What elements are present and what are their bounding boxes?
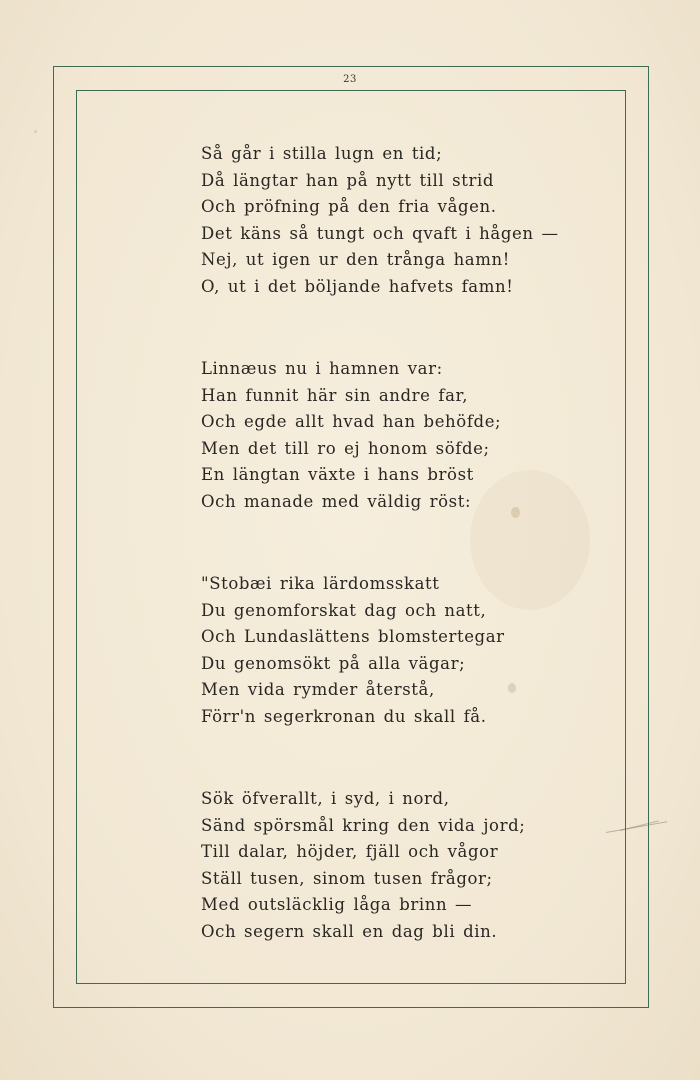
poem-text xyxy=(201,141,601,945)
verse-line: Du genomsökt på alla vägar; xyxy=(201,653,466,673)
verse-line: Och Lundaslättens blomstertegar xyxy=(201,627,505,646)
stanza xyxy=(201,571,601,730)
verse-line: Och manade med väldig röst: xyxy=(201,491,472,511)
stanza xyxy=(201,356,601,515)
verse-line: Förr'n segerkronan du skall få. xyxy=(201,706,487,726)
verse-line: Och segern skall en dag bli din. xyxy=(201,921,498,941)
verse-line: Han funnit här sin andre far, xyxy=(201,385,469,405)
verse-line: Du genomforskat dag och natt, xyxy=(201,600,487,620)
verse-line: Med outsläcklig låga brinn — xyxy=(201,895,473,914)
verse-line: Linnæus nu i hamnen var: xyxy=(201,359,443,378)
paper-stain xyxy=(34,130,37,133)
verse-line: En längtan växte i hans bröst xyxy=(201,465,474,484)
verse-line: Sänd spörsmål kring den vida jord; xyxy=(201,815,526,835)
verse-line: Så går i stilla lugn en tid; xyxy=(201,144,443,163)
verse-line: Och pröfning på den fria vågen. xyxy=(201,197,497,216)
verse-line: Till dalar, höjder, fjäll och vågor xyxy=(201,842,499,861)
verse-line: Det käns så tungt och qvaft i hågen — xyxy=(201,223,559,243)
verse-line: Då längtar han på nytt till strid xyxy=(201,170,494,190)
page-number: 23 xyxy=(343,74,357,85)
verse-line: O, ut i det böljande hafvets famn! xyxy=(201,276,514,296)
stanza xyxy=(201,786,601,945)
verse-line: Men det till ro ej honom söfde; xyxy=(201,438,490,458)
verse-line: Och egde allt hvad han behöfde; xyxy=(201,412,502,431)
stanza xyxy=(201,141,601,300)
verse-line: Men vida rymder återstå, xyxy=(201,680,435,699)
verse-line: Nej, ut igen ur den trånga hamn! xyxy=(201,250,510,269)
verse-line: "Stobæi rika lärdomsskatt xyxy=(201,574,440,593)
verse-line: Ställ tusen, sinom tusen frågor; xyxy=(201,868,493,888)
verse-line: Sök öfverallt, i syd, i nord, xyxy=(201,789,450,808)
